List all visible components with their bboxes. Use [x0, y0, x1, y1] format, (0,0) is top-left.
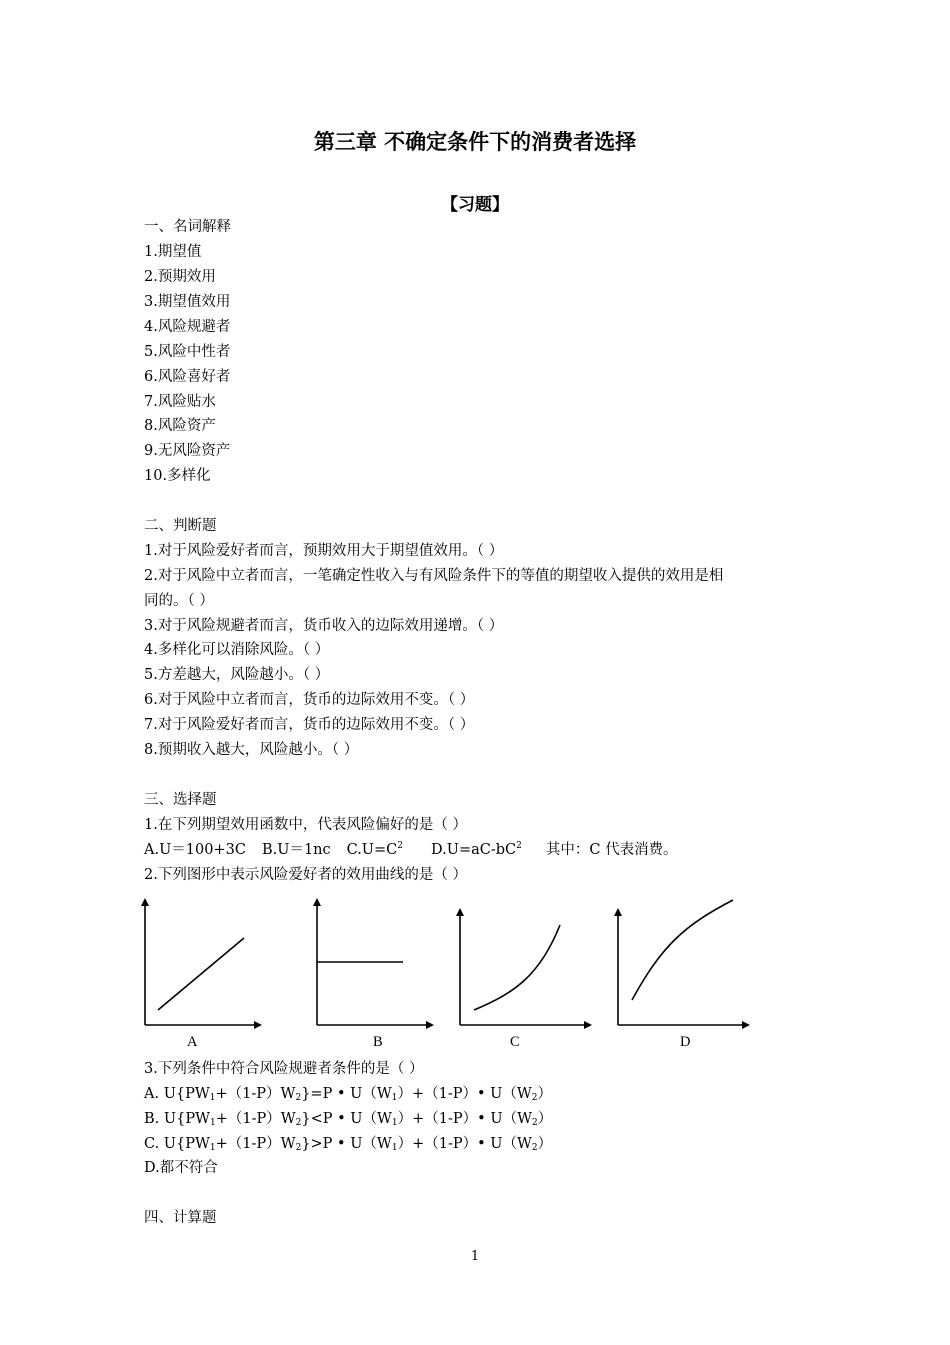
s1-item: 5.风险中性者 — [144, 344, 231, 360]
s1-item: 3.期望值效用 — [144, 294, 231, 310]
figure-c-label: C — [510, 1034, 520, 1050]
s1-item: 9.无风险资产 — [144, 443, 231, 459]
option-d-sup: 2 — [516, 841, 522, 851]
s3-q3-option-d: D.都不符合 — [144, 1160, 218, 1176]
s2-question: 7.对于风险爱好者而言，货币的边际效用不变。（ ） — [144, 717, 475, 733]
s3-question: 1.在下列期望效用函数中，代表风险偏好的是（ ） — [144, 817, 467, 833]
figure-a-curve — [158, 938, 244, 1010]
exercise-header: 【习题】 — [441, 195, 509, 215]
s3-question: 2.下列图形中表示风险爱好者的效用曲线的是（ ） — [144, 867, 467, 883]
figure-c-curve — [474, 925, 560, 1010]
figure-c — [460, 912, 588, 1025]
figure-a-label: A — [187, 1034, 198, 1050]
s2-question: 6.对于风险中立者而言，货币的边际效用不变。（ ） — [144, 692, 475, 708]
page-title: 第三章 不确定条件下的消费者选择 — [313, 130, 637, 154]
s2-heading: 二、判断题 — [144, 518, 217, 534]
s1-item: 2.预期效用 — [144, 269, 216, 285]
s3-heading: 三、选择题 — [144, 792, 217, 808]
s1-item: 6.风险喜好者 — [144, 369, 231, 385]
s2-question: 4.多样化可以消除风险。（ ） — [144, 642, 330, 658]
s2-question: 8.预期收入越大，风险越小。（ ） — [144, 742, 359, 758]
s3-question: 3.下列条件中符合风险规避者条件的是（ ） — [144, 1061, 424, 1077]
option-d: D.U=aC-bC — [431, 842, 517, 858]
option-b: B.U＝1nc — [261, 842, 331, 858]
figure-d — [618, 900, 746, 1025]
option-note: 其中：C 代表消费。 — [545, 842, 678, 858]
page-number: 1 — [470, 1249, 480, 1264]
s1-item: 4.风险规避者 — [144, 319, 231, 335]
option-c-sup: 2 — [397, 841, 404, 851]
s1-item: 10.多样化 — [144, 468, 211, 484]
s4-heading: 四、计算题 — [144, 1210, 217, 1226]
option-a: A.U＝100+3C — [144, 842, 246, 858]
s3-q3-option-c: C. $U\{PW_1+(1-P)W_2\}>P$ • $U(W_1)+(1-P)•$ $U(W_2)$ — [144, 1136, 553, 1153]
figure-b-label: B — [373, 1034, 383, 1050]
figure-d-curve — [632, 900, 733, 1000]
s2-question: 3.对于风险规避者而言，货币收入的边际效用递增。（ ） — [144, 618, 504, 634]
s3-q1-options — [144, 840, 678, 860]
figure-b — [317, 902, 430, 1025]
figure-d-label: D — [680, 1034, 691, 1050]
figure-a — [145, 902, 258, 1025]
s1-item: 7.风险贴水 — [144, 394, 216, 410]
s3-q3-option-a: A. $U\{PW_1+(1-P)W_2\}=P$ • $U(W_1)+(1-P)•$ $U(W_2)$ — [144, 1086, 553, 1103]
s2-question: 1.对于风险爱好者而言，预期效用大于期望值效用。（ ） — [144, 543, 504, 559]
s3-q3-option-b: B. $U\{PW_1+(1-P)W_2\}<P$ • $U(W_1)+(1-P)•$ $U(W_2)$ — [144, 1111, 553, 1128]
s1-heading: 一、名词解释 — [144, 219, 231, 235]
s1-item: 8.风险资产 — [144, 418, 216, 434]
s1-item: 1.期望值 — [144, 244, 202, 260]
s2-question: 5.方差越大，风险越小。（ ） — [144, 667, 330, 683]
option-c: C.U=C — [346, 842, 398, 858]
s2-question: 2.对于风险中立者而言，一笔确定性收入与有风险条件下的等值的期望收入提供的效用是相 — [144, 568, 724, 584]
s2-question: 同的。（ ） — [144, 593, 214, 609]
